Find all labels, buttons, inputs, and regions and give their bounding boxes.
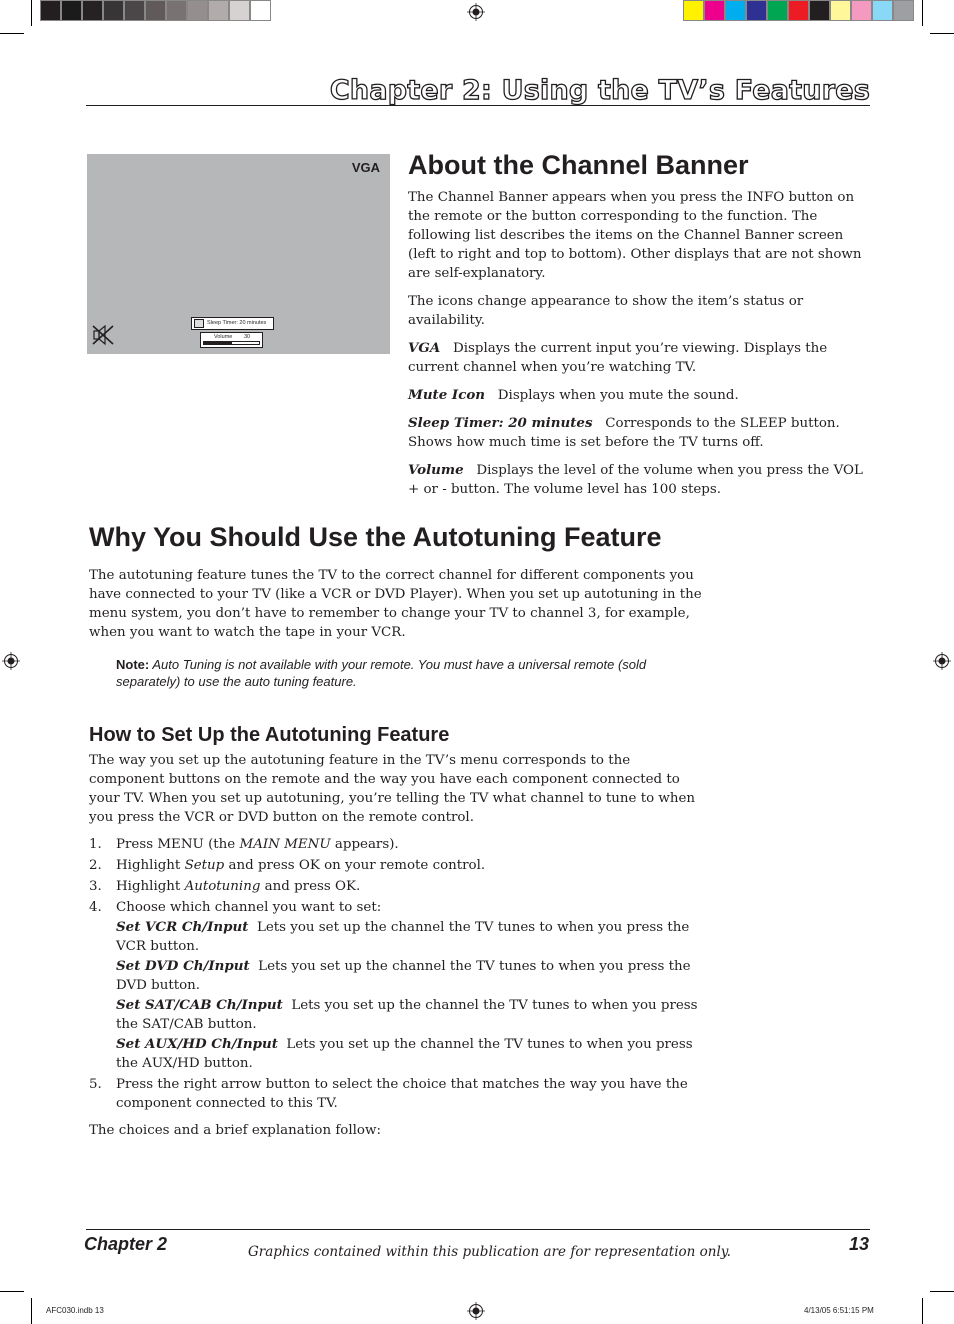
definition-item [408, 461, 873, 499]
registration-mark-icon [467, 1302, 485, 1320]
note [116, 656, 676, 690]
definition-term: Set AUX/HD Ch/Input [116, 1036, 278, 1052]
gray-color-bar [40, 0, 271, 21]
mute-icon [91, 324, 115, 346]
print-slug-file: AFC030.indb 13 [46, 1306, 104, 1315]
step-item [89, 898, 707, 1073]
step-text: Press the right arrow button to select the choice that matches the way you have the component connected to this TV. [116, 1077, 688, 1111]
sleep-icon [194, 319, 204, 328]
color-swatch [851, 0, 872, 21]
color-swatch [250, 0, 271, 21]
color-swatch [872, 0, 893, 21]
volume-bar-fill [204, 342, 232, 344]
volume-label: Volume [214, 334, 233, 340]
definition-term: Set DVD Ch/Input [116, 958, 250, 974]
color-swatch [208, 0, 229, 21]
color-swatch [103, 0, 124, 21]
sleep-timer-text: Sleep Timer: 20 minutes [207, 320, 267, 326]
color-swatch [788, 0, 809, 21]
color-swatch [82, 0, 103, 21]
step-number: 1. [89, 837, 102, 852]
note-label: Note: [116, 657, 150, 672]
step-text: Choose which channel you want to set: [116, 900, 382, 915]
definition-term: VGA [408, 340, 441, 356]
crop-mark [0, 1291, 24, 1292]
step-number: 2. [89, 858, 102, 873]
definition-item [408, 339, 873, 377]
section-heading: About the Channel Banner [408, 150, 749, 180]
color-swatch [61, 0, 82, 21]
subsection-heading: How to Set Up the Autotuning Feature [89, 724, 450, 746]
print-slug-timestamp: 4/13/05 6:51:15 PM [804, 1306, 874, 1315]
chapter-title: Chapter 2: Using the TV’s Features [86, 74, 870, 106]
color-swatch [809, 0, 830, 21]
sub-item [116, 957, 707, 995]
step-number: 4. [89, 900, 102, 915]
color-swatch [704, 0, 725, 21]
definition-item [408, 414, 873, 452]
step-emphasis: MAIN MENU [239, 837, 331, 852]
about-channel-banner-section [408, 150, 873, 508]
step-number: 5. [89, 1077, 102, 1092]
sub-item [116, 996, 707, 1034]
section-heading: Why You Should Use the Autotuning Feature [89, 522, 662, 552]
crop-mark [922, 1298, 923, 1324]
volume-banner [200, 332, 263, 348]
definition-text: Displays the current input you’re viewing. Displays the current channel when you’re watching TV. [408, 341, 828, 375]
definition-term: Set VCR Ch/Input [116, 919, 249, 935]
crop-mark [930, 1291, 954, 1292]
color-swatch [187, 0, 208, 21]
steps-list [89, 835, 707, 1113]
step-item [89, 1075, 707, 1113]
footer-chapter-label: Chapter 2 [84, 1234, 168, 1254]
step-text: appears). [330, 837, 399, 852]
page-number: 13 [848, 1234, 869, 1254]
color-swatch [145, 0, 166, 21]
paragraph: The Channel Banner appears when you press the INFO button on the remote or the button corresponding to the function. The following list describes the items on the Channel Banner screen (left to right and top to bottom). Other displays that are not shown are self-explanatory. [408, 190, 862, 281]
footer-disclaimer: Graphics contained within this publication are for representation only. [248, 1244, 731, 1260]
step-text: Press MENU (the [116, 837, 240, 852]
process-color-bar [683, 0, 914, 21]
step-text: Highlight [116, 879, 185, 894]
color-swatch [830, 0, 851, 21]
definition-item [408, 386, 873, 405]
vga-label: VGA [351, 160, 380, 175]
color-swatch [683, 0, 704, 21]
color-swatch [746, 0, 767, 21]
paragraph: The choices and a brief explanation follow: [89, 1123, 381, 1138]
paragraph: The autotuning feature tunes the TV to the correct channel for different components you have connected to your TV (like a VCR or DVD Player). When you set up autotuning in the menu system, you don’t have to remember to change your TV to channel 3, for example, when you want to watch the tape in your VCR. [89, 568, 702, 640]
paragraph: The icons change appearance to show the item’s status or availability. [408, 294, 804, 328]
color-swatch [40, 0, 61, 21]
step-item [89, 856, 707, 875]
step-emphasis: Setup [184, 858, 225, 873]
definition-term: Mute Icon [408, 387, 486, 403]
footer-rule [86, 1229, 870, 1230]
registration-mark-icon [933, 652, 951, 670]
color-swatch [166, 0, 187, 21]
crop-mark [31, 1298, 32, 1324]
step-text: and press OK. [260, 879, 361, 894]
autotuning-section [89, 522, 707, 1140]
definition-term: Sleep Timer: 20 minutes [408, 415, 593, 431]
step-item [89, 877, 707, 896]
color-swatch [767, 0, 788, 21]
definition-text: Displays when you mute the sound. [497, 388, 739, 403]
registration-mark-icon [467, 3, 485, 21]
color-swatch [893, 0, 914, 21]
step-number: 3. [89, 879, 102, 894]
definition-text: Lets you set up the channel the TV tunes to when you press the DVD button. [116, 959, 691, 993]
crop-mark [922, 0, 923, 26]
note-text: Auto Tuning is not available with your remote. You must have a universal remote (sold separately) to use the auto tuning feature. [116, 657, 647, 689]
registration-mark-icon [2, 652, 20, 670]
volume-bar [203, 341, 260, 345]
paragraph: The way you set up the autotuning feature in the TV’s menu corresponds to the component buttons on the remote and the way you have each component connected to your TV. When you set up autotuning, you’re telling the TV what channel to tune to when you press the VCR or DVD button on the remote control. [89, 753, 696, 825]
sleep-timer-banner [191, 317, 274, 330]
crop-mark [31, 0, 32, 26]
channel-banner-illustration [87, 154, 390, 354]
step-text: Highlight [116, 858, 185, 873]
color-swatch [229, 0, 250, 21]
color-swatch [124, 0, 145, 21]
step-emphasis: Autotuning [184, 879, 261, 894]
definition-term: Set SAT/CAB Ch/Input [116, 997, 283, 1013]
step-item [89, 835, 707, 854]
step-text: and press OK on your remote control. [224, 858, 486, 873]
definition-text: Lets you set up the channel the TV tunes to when you press the AUX/HD button. [116, 1037, 693, 1071]
crop-mark [930, 33, 954, 34]
crop-mark [0, 33, 24, 34]
sub-item [116, 1035, 707, 1073]
definition-term: Volume [408, 462, 464, 478]
definition-text: Displays the level of the volume when you press the VOL + or - button. The volume level has 100 steps. [408, 463, 863, 497]
definition-text: Lets you set up the channel the TV tunes to when you press the SAT/CAB button. [116, 998, 698, 1032]
definition-text: Lets you set up the channel the TV tunes to when you press the VCR button. [116, 920, 690, 954]
sub-item [116, 918, 707, 956]
color-swatch [725, 0, 746, 21]
definition-text: Corresponds to the SLEEP button. Shows how much time is set before the TV turns off. [408, 416, 840, 450]
volume-value: 30 [244, 334, 251, 340]
